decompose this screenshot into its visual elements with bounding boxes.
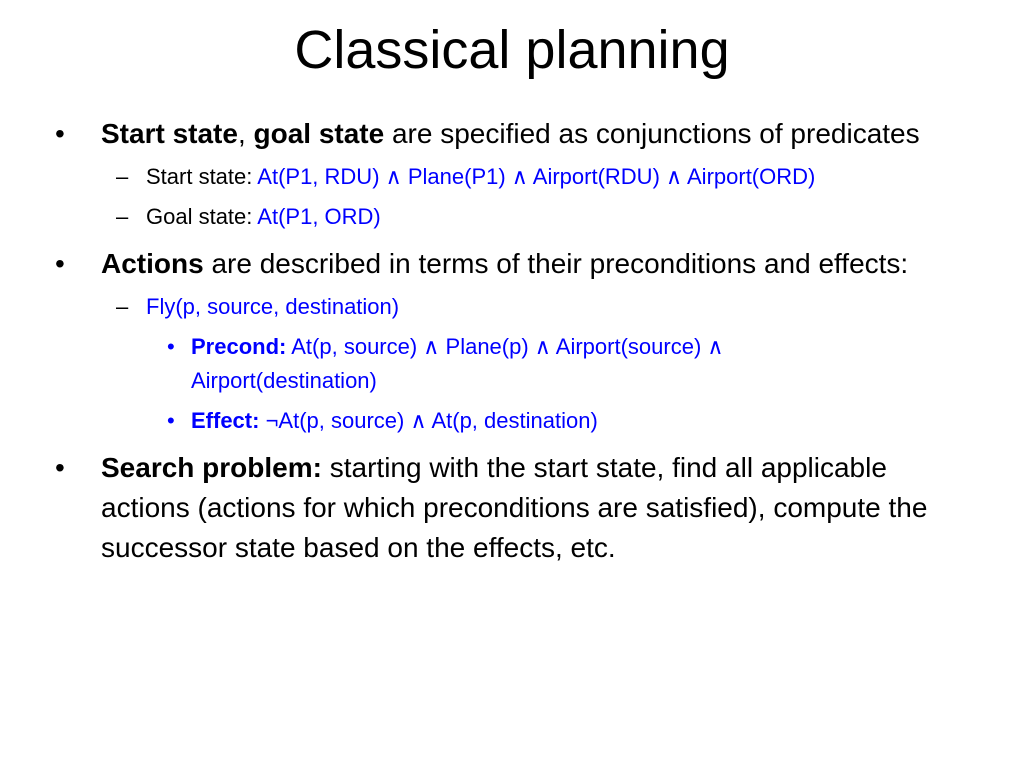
bullet-actions bbox=[55, 244, 981, 284]
separator-text: , bbox=[237, 118, 254, 149]
bullet-icon: • bbox=[167, 408, 175, 433]
bullet-icon: • bbox=[55, 118, 65, 149]
precond-label: Precond: bbox=[191, 334, 287, 359]
bullet-icon: • bbox=[167, 334, 175, 359]
bullet-text: are described in terms of their preconditions and effects: bbox=[203, 248, 909, 279]
fly-action-signature: Fly(p, source, destination) bbox=[146, 294, 400, 319]
subsubbullet-effect bbox=[167, 404, 911, 438]
precond-formula: At(p, source) ∧ Plane(p) ∧ Airport(source) ∧ Airport(destination) bbox=[191, 334, 724, 393]
dash-icon: – bbox=[116, 204, 129, 229]
goal-state-formula: At(P1, ORD) bbox=[257, 204, 381, 229]
slide-content bbox=[0, 114, 1024, 574]
effect-formula: ¬At(p, source) ∧ At(p, destination) bbox=[259, 408, 598, 433]
dash-icon: – bbox=[116, 164, 129, 189]
bullet-search-problem bbox=[55, 448, 981, 568]
subbullet-start-state bbox=[116, 160, 906, 194]
bullet-icon: • bbox=[55, 248, 65, 279]
term-actions: Actions bbox=[101, 248, 204, 279]
subbullet-label: Goal state: bbox=[146, 204, 258, 229]
effect-label: Effect: bbox=[191, 408, 260, 433]
subbullet-label: Start state: bbox=[146, 164, 258, 189]
slide-title: Classical planning bbox=[294, 20, 730, 80]
term-search-problem: Search problem: bbox=[101, 452, 322, 483]
term-goal-state: goal state bbox=[253, 118, 385, 149]
bullet-icon: • bbox=[55, 452, 65, 483]
subbullet-fly-action bbox=[116, 290, 906, 324]
bullet-start-goal-state bbox=[55, 114, 981, 154]
dash-icon: – bbox=[116, 294, 129, 319]
term-start-state: Start state bbox=[101, 118, 238, 149]
bullet-text: starting with the start state, find all applicable actions (actions for which preconditions are satisfied), compute the successor state based on the effects, etc. bbox=[101, 452, 928, 563]
subbullet-goal-state bbox=[116, 200, 906, 234]
subsubbullet-precond bbox=[167, 330, 911, 398]
bullet-text: are specified as conjunctions of predicates bbox=[384, 118, 920, 149]
start-state-formula: At(P1, RDU) ∧ Plane(P1) ∧ Airport(RDU) ∧ Airport(ORD) bbox=[257, 164, 816, 189]
